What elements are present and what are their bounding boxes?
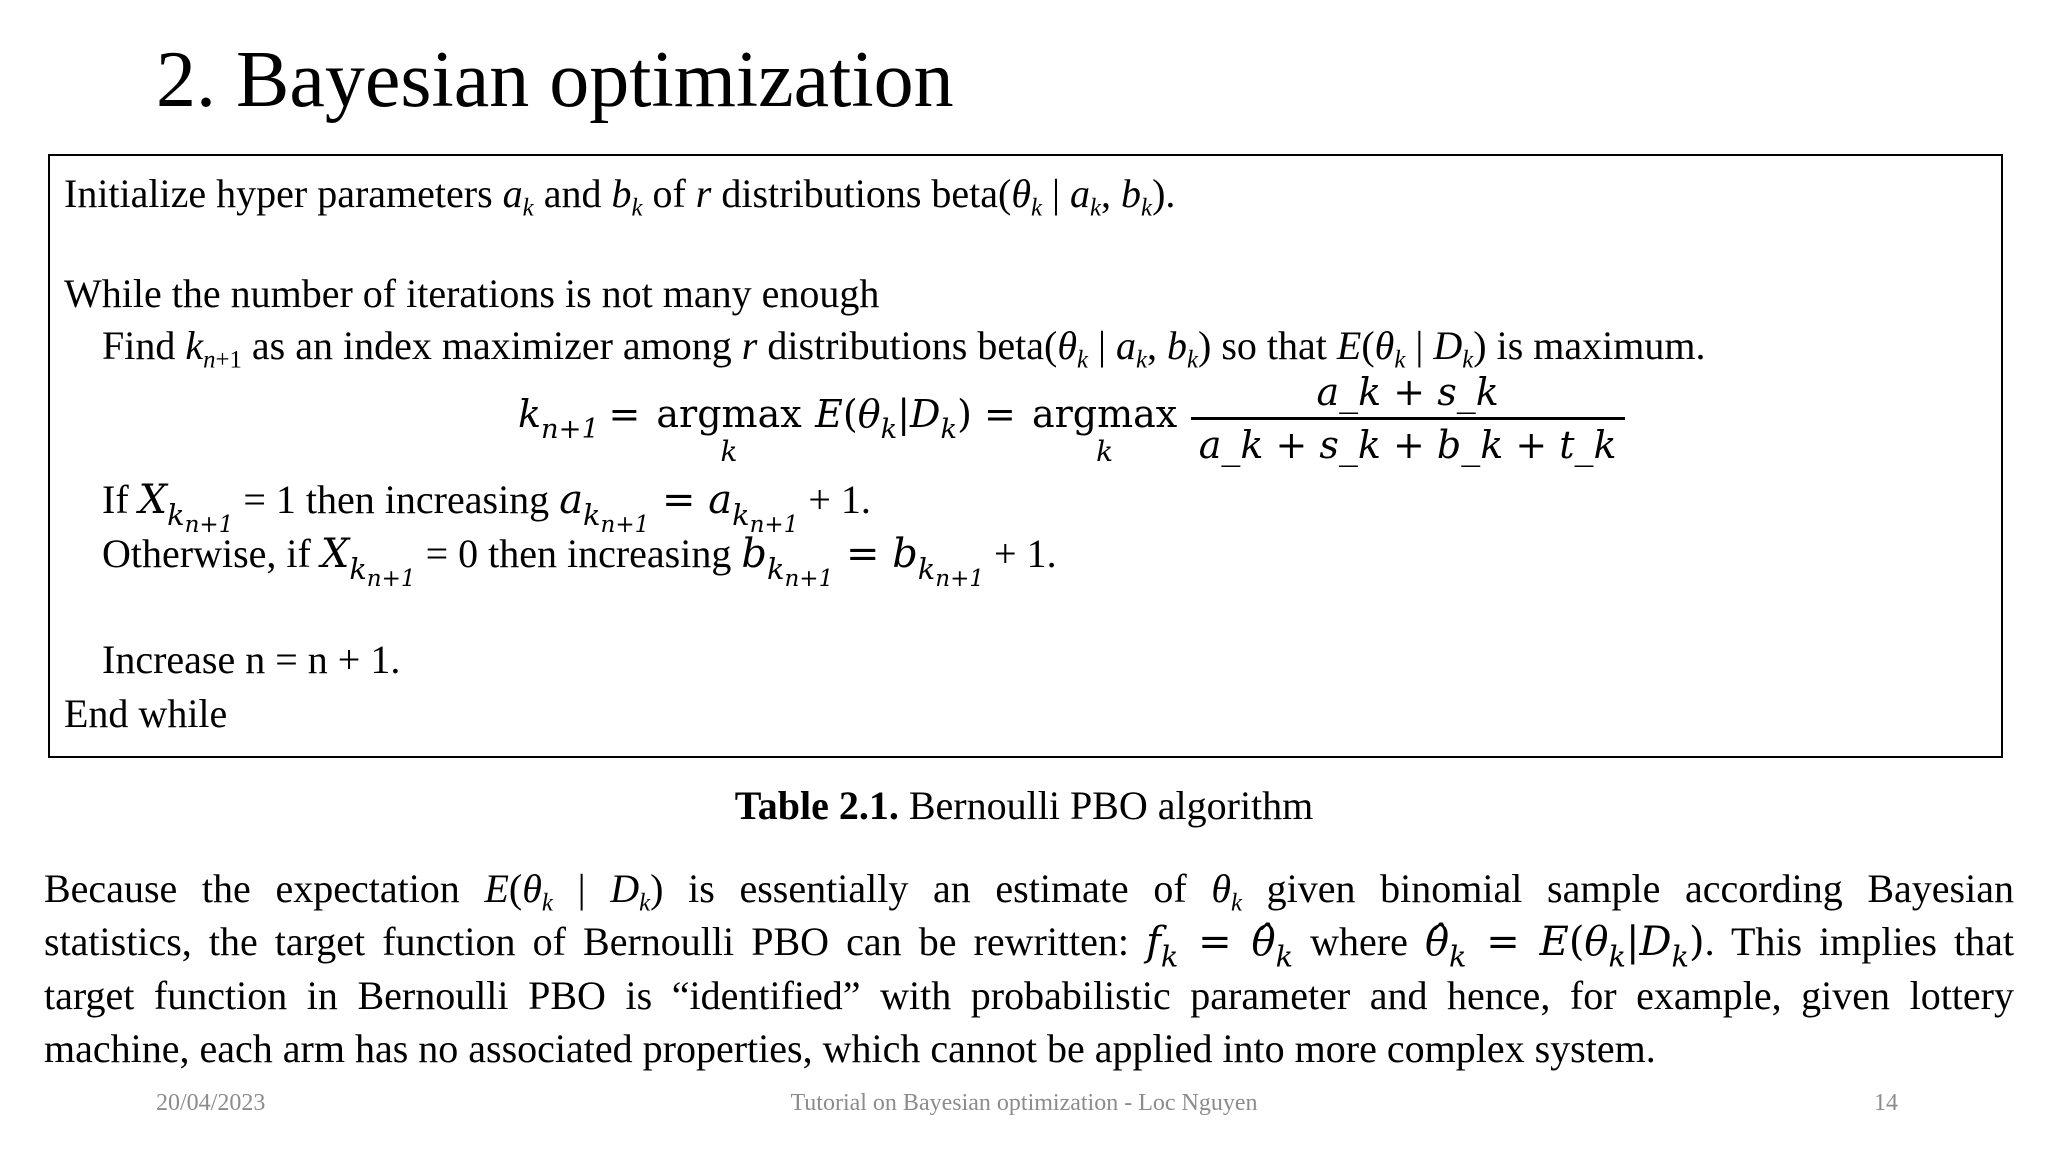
algo-end-line: End while [64,691,228,736]
paragraph-line-3: target function in Bernoulli PBO is “identified” with probabilistic parameter and hence, for example, given lottery [44,973,2014,1018]
algo-increase-line: Increase n = n + 1. [102,637,401,682]
table-caption [0,782,2048,830]
algorithm-box [48,154,2003,758]
algo-otherwise-line: Otherwise, if $X_{k_{n+1}} = 0$ then increasing $b_{k_{n+1}} = b_{k_{n+1}} + 1$. [102,531,1057,592]
footer-date: 20/04/2023 [156,1090,266,1116]
algo-if-line: If $X_{k_{n+1}} = 1$ then increasing $a_{k_{n+1}} = a_{k_{n+1}} + 1$. [102,477,871,538]
algo-init-line: Initialize hyper parameters $a_k$ and $b_k$ of r distributions $beta(\theta_k$ | $a_k$, $b_k$). [64,171,1176,222]
algo-find-line: Find $k_{n+1}$ as an index maximizer among r distributions $beta(\theta_k$ | $a_k$, $b_k$) so that $E(\theta_k$ | $D_k$) is maximum. [102,323,1706,374]
body-paragraph [44,862,2014,1075]
fraction-denominator: a_k + s_k + b_k + t_k [1191,417,1625,470]
algo-argmax-formula: $k_{n+1} = argmax$ k $E(\theta_k|D_k) = argmax$ k $\frac{a\_k + s\_k}{a\_k + s\_k + b\_k + t\_k}$ [518,364,1625,470]
caption-text: Bernoulli PBO algorithm [898,783,1314,828]
caption-label: Table 2.1. [734,783,899,828]
paragraph-line-1: Because the expectation $E(\theta_k$ | $D_k$) is essentially an estimate of $\theta_k$ given binomial sample according Bayesian [44,866,2014,917]
fraction-numerator: a_k + s_k [1316,369,1499,414]
paragraph-line-4: machine, each arm has no associated properties, which cannot be applied into more complex system. [44,1026,1656,1071]
paragraph-line-2: statistics, the target function of Bernoulli PBO can be rewritten: $f_k$ = $\thetâ_k$ where $\thetâ_k = E(\theta_k|D_k)$. This implies that [44,919,2014,974]
footer-page-number: 14 [1874,1090,1898,1116]
posterior-mean-fraction [1191,367,1625,470]
algo-while-line: While the number of iterations is not many enough [64,271,880,316]
footer-title: Tutorial on Bayesian optimization - Loc Nguyen [790,1090,1258,1116]
slide-title: 2. Bayesian optimization [156,36,954,124]
